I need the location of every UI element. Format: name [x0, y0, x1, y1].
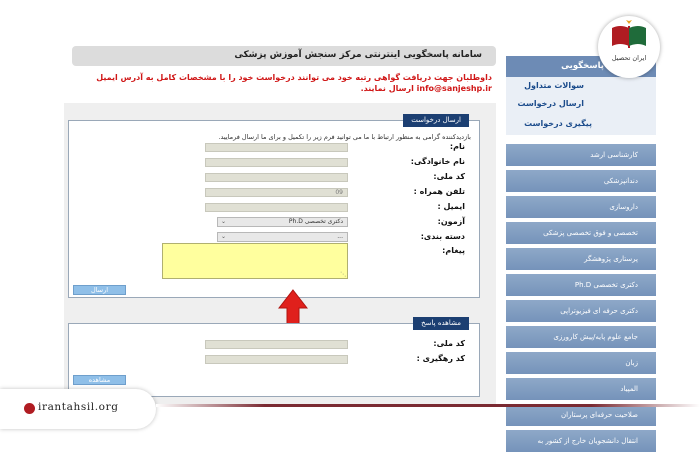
globe-icon: [24, 403, 35, 414]
tracking-code-input[interactable]: [205, 355, 348, 364]
exam-label: آزمون:: [437, 217, 465, 226]
request-form-title: ارسال درخواست: [403, 114, 469, 127]
menu-item-olympiad[interactable]: المپیاد: [506, 378, 656, 400]
notice-text: داوطلبان جهت دریافت گواهی رتبه خود می توانند درخواست خود را با مشخصات کامل به آدرس ایمیل info@sanjeshp.ir ارسال نمایند.: [96, 73, 492, 93]
send-request-link[interactable]: ارسال درخواست: [517, 99, 584, 108]
menu-item-physiotherapy[interactable]: دکتری حرفه ای فیزیوتراپی: [506, 300, 656, 322]
message-label: پیغام:: [442, 246, 465, 255]
first-name-input[interactable]: [205, 143, 348, 152]
faq-link[interactable]: سوالات متداول: [524, 81, 584, 90]
view-national-code-label: کد ملی:: [433, 339, 465, 348]
track-request-link[interactable]: پیگیری درخواست: [524, 119, 592, 128]
submit-button[interactable]: ارسال: [73, 285, 126, 295]
logo-label: ایران تحصیل: [611, 54, 647, 62]
last-name-label: نام خانوادگی:: [410, 157, 465, 166]
menu-item-dentistry[interactable]: دندانپزشکی: [506, 170, 656, 192]
site-url: irantahsil.org: [38, 401, 119, 413]
mobile-label: تلفن همراه :: [413, 187, 465, 196]
menu-item-basic-sciences[interactable]: جامع علوم پایه/پیش کارورزی: [506, 326, 656, 348]
tracking-code-label: کد رهگیری :: [416, 354, 465, 363]
bottom-divider: [156, 404, 700, 407]
exam-select-value: دکتری تخصصی Ph.D: [288, 218, 343, 225]
request-form-intro: بازدیدکننده گرامی به منظور ارتباط با ما می توانید فرم زیر را تکمیل و برای ما ارسال فرمایید.: [218, 133, 471, 141]
view-answer-panel: [68, 319, 480, 397]
chevron-down-icon: ⌄: [221, 233, 227, 240]
exam-select[interactable]: [217, 217, 348, 227]
email-label: ایمیل :: [437, 202, 465, 211]
menu-item-nurses[interactable]: صلاحیت حرفه‌ای پرستاران: [506, 404, 656, 426]
resize-grip-icon[interactable]: ⋱: [340, 271, 346, 278]
irantahsil-logo: [598, 16, 660, 78]
site-watermark: [0, 389, 156, 429]
first-name-label: نام:: [449, 142, 465, 151]
national-code-input[interactable]: [205, 173, 348, 182]
menu-item-language[interactable]: زبان: [506, 352, 656, 374]
message-textarea[interactable]: [162, 243, 348, 279]
menu-item-researcher[interactable]: پرستاری پژوهشگر: [506, 248, 656, 270]
request-form-panel: [68, 116, 480, 298]
category-label: دسته بندی:: [420, 232, 465, 241]
mobile-input[interactable]: 09: [205, 188, 348, 197]
sidebar-heading: پاسخگویی: [506, 56, 656, 77]
last-name-input[interactable]: [205, 158, 348, 167]
header-bar: [72, 46, 496, 66]
email-input[interactable]: [205, 203, 348, 212]
national-code-label: کد ملی:: [433, 172, 465, 181]
view-national-code-input[interactable]: [205, 340, 348, 349]
sidebar-menu: [506, 144, 656, 456]
category-select-value: ...: [337, 233, 343, 240]
view-answer-button[interactable]: مشاهده: [73, 375, 126, 385]
chevron-down-icon: ⌄: [221, 218, 227, 225]
menu-item-pharmacy[interactable]: داروسازی: [506, 196, 656, 218]
book-logo-icon: [598, 16, 660, 56]
sidebar-quick-links: [506, 77, 656, 135]
view-answer-title: مشاهده پاسخ: [413, 317, 469, 330]
page-title: سامانه پاسخگویی اینترنتی مرکز سنجش آموزش پزشکی: [234, 50, 482, 60]
category-select[interactable]: [217, 232, 348, 242]
menu-item-masters[interactable]: کارشناسی ارشد: [506, 144, 656, 166]
menu-item-phd[interactable]: دکتری تخصصی Ph.D: [506, 274, 656, 296]
menu-item-specialty[interactable]: تخصصی و فوق تخصصی پزشکی: [506, 222, 656, 244]
menu-item-transfer[interactable]: انتقال دانشجویان خارج از کشور به: [506, 430, 656, 452]
